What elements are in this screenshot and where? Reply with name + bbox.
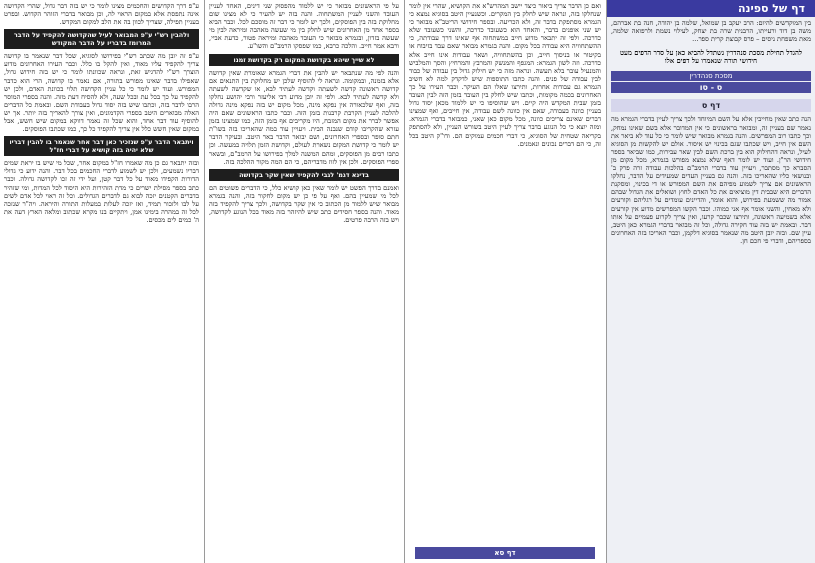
article-text: ע"פ דרך הקדושים והחכמים מצינו לומר כי יש בזה דבר גדול, שהרי הקדושה אינה נתפסת אלא במקום הראוי לה, וכן מבואר בדברי הזוהר הקדוש. ובפרט בעניין תפילה, שצריך לכוון בה את הלב למקום המקדש. (4, 2, 199, 27)
section-heading-bar: ולהבין רש"י ע"פ המבואר לעיל שהקדושה להקפיד על הדבר המרומז בדבריו על הדבר המקודש (4, 29, 199, 49)
article-text: הנה כתב שאין מחייבין אלא על השם המיוחד ולכך צריך לעיין בדברי הגמרא מה נאמר שם בעניין זה, ומבואר בראשונים כי אין המדובר אלא בשם שאינו נמחק, וכך כתבו רוב המפרשים. והנה בגמרא מבואר שיש לומר כי כל עוד לא ביאר את השם אין חייב, ויש שכתבו שגם בכינוי יש איסור. אולם יש להקשות מן הסוגיא לעיל, ונראה דהחילוק הוא בין ברכת השם לבין שאר עבירות, כמו שביאר בספר חידושי הר"ן. ועוד יש לומר דאף שלא נמצא מפורש בגמרא, מכל מקום מן הסברא כך מסתבר, ויעויין עוד בדברי הרמב"ם בהלכות עבודה זרה פרק ב' ובנושאי כליו שהאריכו בזה. והנה גם בעניין העדים שמעידים על הדבר, נחלקו הראשונים אם צריך לשמוע מפיהם את השם המפורש או די בכינוי, ומסקנת הדברים היא שבבית דין מוציאים את כל האדם לחוץ ושואלים את הגדול שבהם אמור מה ששמעת בפירוש, והוא אומר, והדיינים עומדים על רגליהם וקורעים ולא מאחין, והשני אומר אף אני כמוהו. וכבר הקשו המפרשים מדוע אין קורעים אלא בשמיעה ראשונה, ותירצו שכבר קרעו, ואין צריך לקרוע פעמיים על אותו דבר. ובאמת יש בזה עוד חקירה גדולה, וכל זה מבואר בדברי הגמרא כאן היטב, עיין שם. ובזה יובן היטב מה שנאמר בסוגיא דלקמן, וכבר האריכו בזה האחרונים בספריהם, ודברי פי חכם חן. (611, 115, 811, 245)
page-range: ס - סו (611, 82, 811, 93)
brand-banner: דף של ספינה (607, 0, 815, 17)
article-text: על פי הראשונים מבואר כי יש ללמוד מהפסוק שני דינים, האחד לעניין העובד והשני לעניין המשתחוה. והנה בזה יש להעיר כי לא מצינו שום מחלוקת בזה בין הפוסקים, ולכך יש לומר כי דבר זה מוסכם לכל. וכבר הביא בספר אחד מן האחרונים שיש לחלק בין מי שעשה מאהבה ומיראה לבין מי שעשה בזדון, ובגמרא מבואר כי העובד מאהבה ומיראה פטור, כדעת אביי, ורבא אמר חייב. והלכה כרבא, כמו שפסקו הרמב"ם והשו"ע. (209, 2, 399, 51)
article-text: והנה לפי מה שנתבאר יש להבין את דברי הגמרא שאומרת שאין קדושה אלא בזמנה, ובמקומה. ונראה לי להוסיף שלכן יש מחלוקת בין התנאים אם קדושה ראשונה קדשה לשעתה וקדשה לעתיד לבא, או שקדשה לשעתה ולא קדשה לעתיד לבא. ולפי זה יובן מדוע רבי אליעזר ורבי יהושע נחלקו בזה, ואף שלכאורה אין נפקא מינה, מכל מקום יש בזה נפקא מינה גדולה להלכה לעניין הקרבת קרבנות בזמן הזה. וכבר כתבו הראשונים שאם היה אפשר לברר את מקום המזבח, היו מקריבים אף בזמן הזה, כמו שמצינו בזמן עזרא שהקריבו קודם שנבנה הבית. ויעויין עוד במה שהאריכו בזה בשו"ת חתם סופר ובספרי האחרונים, ושם יבואר הדבר באר היטב. ובעיקר הדבר יש לומר כי קדושת המקום נשארת לעולם, וקדושת הזמן תלויה במעשה. וכן כתבו רבים מן הפוסקים, ומהם המשנה למלך בפירושו על הרמב"ם, ובשאר ספרי הפוסקים. ולכן אין לזוז מדבריהם, כי הם המה מקור ההלכה בזה. (209, 68, 399, 166)
column-right (607, 0, 815, 563)
column-divider (606, 0, 607, 563)
next-daf-tab: דף סא (415, 547, 595, 559)
column-left (0, 0, 203, 563)
article-text: ובזה יתבאר גם כן מה שאמרו חז"ל במקום אחר, שכל מי שיש בו יראת שמים דבריו נשמעים, ולכן יש לשמוע לדברי החכמים בכל דבר. והנה ידוע כי גדולי הדורות הקפידו מאוד על כל דבר קטן, ועל ידי זה זכו לקדושה גדולה. וכבר כתב בספר מסילת ישרים כי מדת הזהירות היא היסוד לכל המדות, ומי שזהיר בדברים הקטנים יזכה לבוא גם לדברים הגדולים. וכל זה ראוי לכל אדם לשים על לבו ולזכור תמיד, ואז יזכה לעלות במעלות התורה והיראה. ויה"ר שנזכה לכל זה במהרה בימינו אמן, ויתקיים בנו מקרא שכתוב ומלאה הארץ דעה את ה' כמים לים מכסים. (4, 159, 199, 224)
article-text: ואמנם בדרך הפשט יש לומר שאין כאן קושיא כלל, כי הדברים פשוטים הם לכל מי שמעיין בהם. ואף על פי כן יש מקום לחקור בזה, והנה בגמרא מבואר שיש ללמוד מן הכתוב כי אין שקר בקדושה, ולכך צריך להקפיד בזה מאוד. והנה בספר חסידים כתב שיש להיזהר בזה מאוד בכל הנוגע לקדושה, ויש בזה הרבה פרטים. (209, 183, 399, 225)
article-text: ואם כן הדבר צריך ביאור כיצד יישב המהרש"א את הקושיא, שהרי אין לומר שנחלקו בזה, ונראה שיש לחלק בין המקרים. וכשנעיין היטב בסוגיא נמצא כי הגמרא מסתפקת בדבר זה, ולא הכריעה. ובספר חידושי הריטב"א מבואר כי יש שני אופנים בדבר, והאחד הוא כשעובד כדרכה, והשני כשעובד שלא כדרכה. ולפי זה יתבאר מדוע חייב במשתחוה אף שאינו דרך עבודתה, כי ההשתחוויה היא עבודה בכל מקום. והנה בגמרא מבואר שאם עבד בזיבוח או בקיטור או בניסוך חייב, וכן בהשתחוויה, ושאר עבודות אינו חייב אלא כדרכה. וזה לשון הגמרא: המגפף והמנשק והמרבץ והמרחיץ והסך והמלביש והמנעיל עובר בלא תעשה. ונראה מזה כי יש חילוק גדול בין עבודה של כבוד לבין עבודה של פנים. והנה כתבו התוספות שיש לדקדק למה לא חשיב הגמרא גם עבודות אחרות, ותירצו שאלו הם העיקר. וכבר העירו על כך האחרונים בכמה מקומות, וכתבו שיש לחלק בין העובד בזמן הזה לבין העובד בזמן שבית המקדש היה קיים. ויש שהוסיפו כי יש ללמוד מכאן יסוד גדול בעניין כוונה בעבודה, שאם אין כוונה לשם עבודה, אין חייבים, ואף שמצינו דברים שאינם צריכים כוונה, מכל מקום כאן שאני, כמבואר בדברי הגמרא. ומזה יוצא כי כל הנוגע בדבר צריך לעיין היטב בשורש העניין, ולא להסתפק בקריאה שטחית של הסוגיא, כי דברי חכמים עמוקים הם. ודו"ק היטב בכל זה, כי הם דברים נכונים ונאמנים. (409, 2, 601, 148)
column-second (405, 0, 605, 563)
section-heading-bar: ויתבאר הדבר ע"פ שנזכיר כאן דבר אחר שנאמר בו להבין דבריו שלא יהיה בזה קושיא על דברי חז"ל (4, 136, 199, 156)
section-heading-bar: בדינא דגמ' לגבי להקפיד שאין שקר בקדושה (209, 169, 399, 181)
article-text: ע"פ זה יובן מה שכתב רש"י בפירושו לסוגיא, שכל דבר שנאמר בו קדושה צריך להקפיד עליו מאוד, ואין להקל בו כלל. וכבר העירו האחרונים מדוע הוצרך רש"י להדגיש זאת, ונראה שכוונתו לומר כי יש בזה חידוש גדול, שאפילו בדבר שאינו מפורש בתורה, אם נאמר בו קדושה, הרי הוא כדבר המפורש. ועוד יש לומר כי כל עניין הקדושה תלוי בכוונת האדם, ולכן יש להקפיד על כך בכל עת ובכל שעה, ולא להסיח דעת מזה. והנה בספרי המוסר הרבו לדבר בזה, וכתבו שיש בזה יסוד גדול בעבודת השם. ובאמת כל הדברים האלה מבוארים היטב בספרי הקדמונים, ואין צורך להאריך בזה יותר. אך יש להוסיף עוד דבר אחד, והוא שכל זה נאמר דווקא במקום שיש חשש, אבל במקום שאין חשש כלל אין צריך להקפיד כל כך, כמו שכתבו הפוסקים. (4, 52, 199, 134)
column-third (205, 0, 403, 563)
daf-heading: דף ס (611, 99, 811, 112)
section-heading-bar: לא שייך שיהא בקדושת המקום רק בקדושת זמנו (209, 54, 399, 66)
column-divider (204, 0, 205, 563)
dedication-text: בין המוקדשים להיום: הרב יעקב בן שמואל, שלמה בן יהודה, חנה בת אברהם, משה בן דוד ורעייתו, הרבנית שרה בת יצחק, לעילוי נשמת ולרפואה שלמה, מאת משפחת ניסים – פרס קבוצת קרית ספר... (611, 19, 811, 44)
tractate-title: מסכת סנהדרין (611, 71, 811, 81)
column-divider (404, 0, 405, 563)
intro-highlight: להגדל תחילת מסכת סנהדרין נשתדל להביא כאן על סדר הדפים מעט חידושי תורה שנאמרו על דפים אלו (619, 49, 803, 66)
